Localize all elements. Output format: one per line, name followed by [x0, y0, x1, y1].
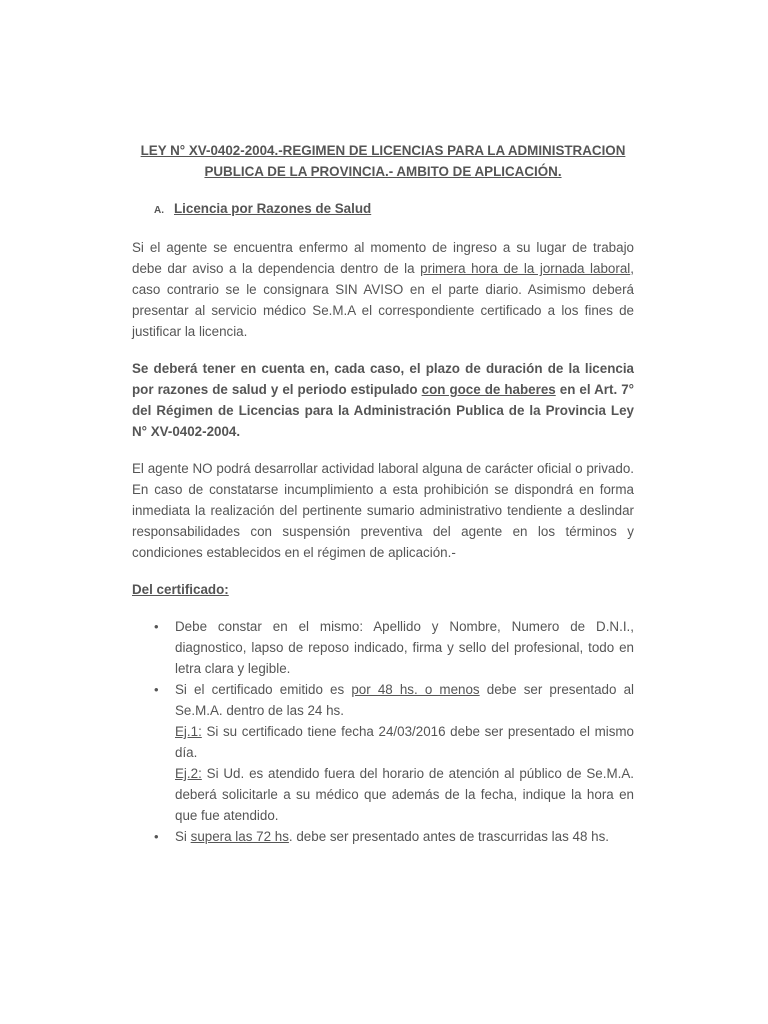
section-letter: A.	[154, 205, 164, 216]
certificate-heading: Del certificado:	[132, 582, 229, 597]
example-2-label: Ej.2:	[175, 766, 202, 781]
paragraph-plazo	[132, 358, 634, 442]
item2-text-after: debe ser presentado al Se.M.A. dentro de las 24 hs.	[175, 682, 634, 718]
para2-underlined: con goce de haberes	[421, 382, 556, 397]
bullet-icon: •	[154, 829, 159, 844]
example-1-label: Ej.1:	[175, 724, 202, 739]
item2-underlined: por 48 hs. o menos	[351, 682, 480, 697]
para2-text-before: Se deberá tener en cuenta en, cada caso, el plazo de duración de la licencia por razones de salud y el periodo estipulado	[132, 361, 634, 397]
item3-text-after: . debe ser presentado antes de trascurridas las 48 hs.	[288, 829, 609, 844]
para1-underlined: primera hora de la jornada laboral	[420, 261, 631, 276]
bullet-icon: •	[154, 682, 159, 697]
example-1	[175, 721, 634, 763]
example-2-text: Si Ud. es atendido fuera del horario de atención al público de Se.M.A. deberá solicitarle a su médico que además de la fecha, indique la hora en que fue atendido.	[175, 766, 634, 823]
document-page	[132, 140, 634, 847]
item2-text-before: Si el certificado emitido es	[175, 682, 352, 697]
item1-text: Debe constar en el mismo: Apellido y Nombre, Numero de D.N.I., diagnostico, lapso de reposo indicado, firma y sello del profesional, todo en letra clara y legible.	[175, 619, 634, 676]
paragraph-prohibicion: El agente NO podrá desarrollar actividad laboral alguna de carácter oficial o privado. En caso de constatarse incumplimiento a esta prohibición se dispondrá en forma inmediata la realización del pertinente sumario administrativo tendiente a deslindar responsabilidades con suspensión preventiva del agente en los términos y condiciones establecidos en el régimen de aplicación.-	[132, 461, 634, 560]
paragraph-aviso	[132, 237, 634, 342]
example-1-text: Si su certificado tiene fecha 24/03/2016 debe ser presentado el mismo día.	[175, 724, 634, 760]
title-line-2: PUBLICA DE LA PROVINCIA.- AMBITO DE APLICACIÓN.	[204, 164, 562, 179]
list-item	[132, 679, 634, 826]
bullet-icon: •	[154, 619, 159, 634]
title-line-1: LEY N° XV-0402-2004.-REGIMEN DE LICENCIAS PARA LA ADMINISTRACION	[140, 143, 626, 158]
item3-underlined: supera las 72 hs	[190, 829, 289, 844]
example-2	[175, 763, 634, 826]
list-item	[132, 826, 634, 847]
certificate-list	[132, 616, 634, 847]
list-item	[132, 616, 634, 679]
para2-text-after: en el Art. 7° del Régimen de Licencias para la Administración Publica de la Provincia Ley N° XV-0402-2004.	[132, 382, 634, 439]
section-a-heading	[132, 198, 634, 221]
section-title: Licencia por Razones de Salud	[174, 201, 372, 216]
para1-text-after: , caso contrario se le consignara SIN AVISO en el parte diario. Asimismo deberá presentar al servicio médico Se.M.A el correspondiente certificado a los fines de justificar la licencia.	[132, 261, 634, 339]
document-title	[132, 140, 634, 182]
para1-text-before: Si el agente se encuentra enfermo al momento de ingreso a su lugar de trabajo debe dar aviso a la dependencia dentro de la	[132, 240, 634, 276]
item3-text-before: Si	[175, 829, 191, 844]
